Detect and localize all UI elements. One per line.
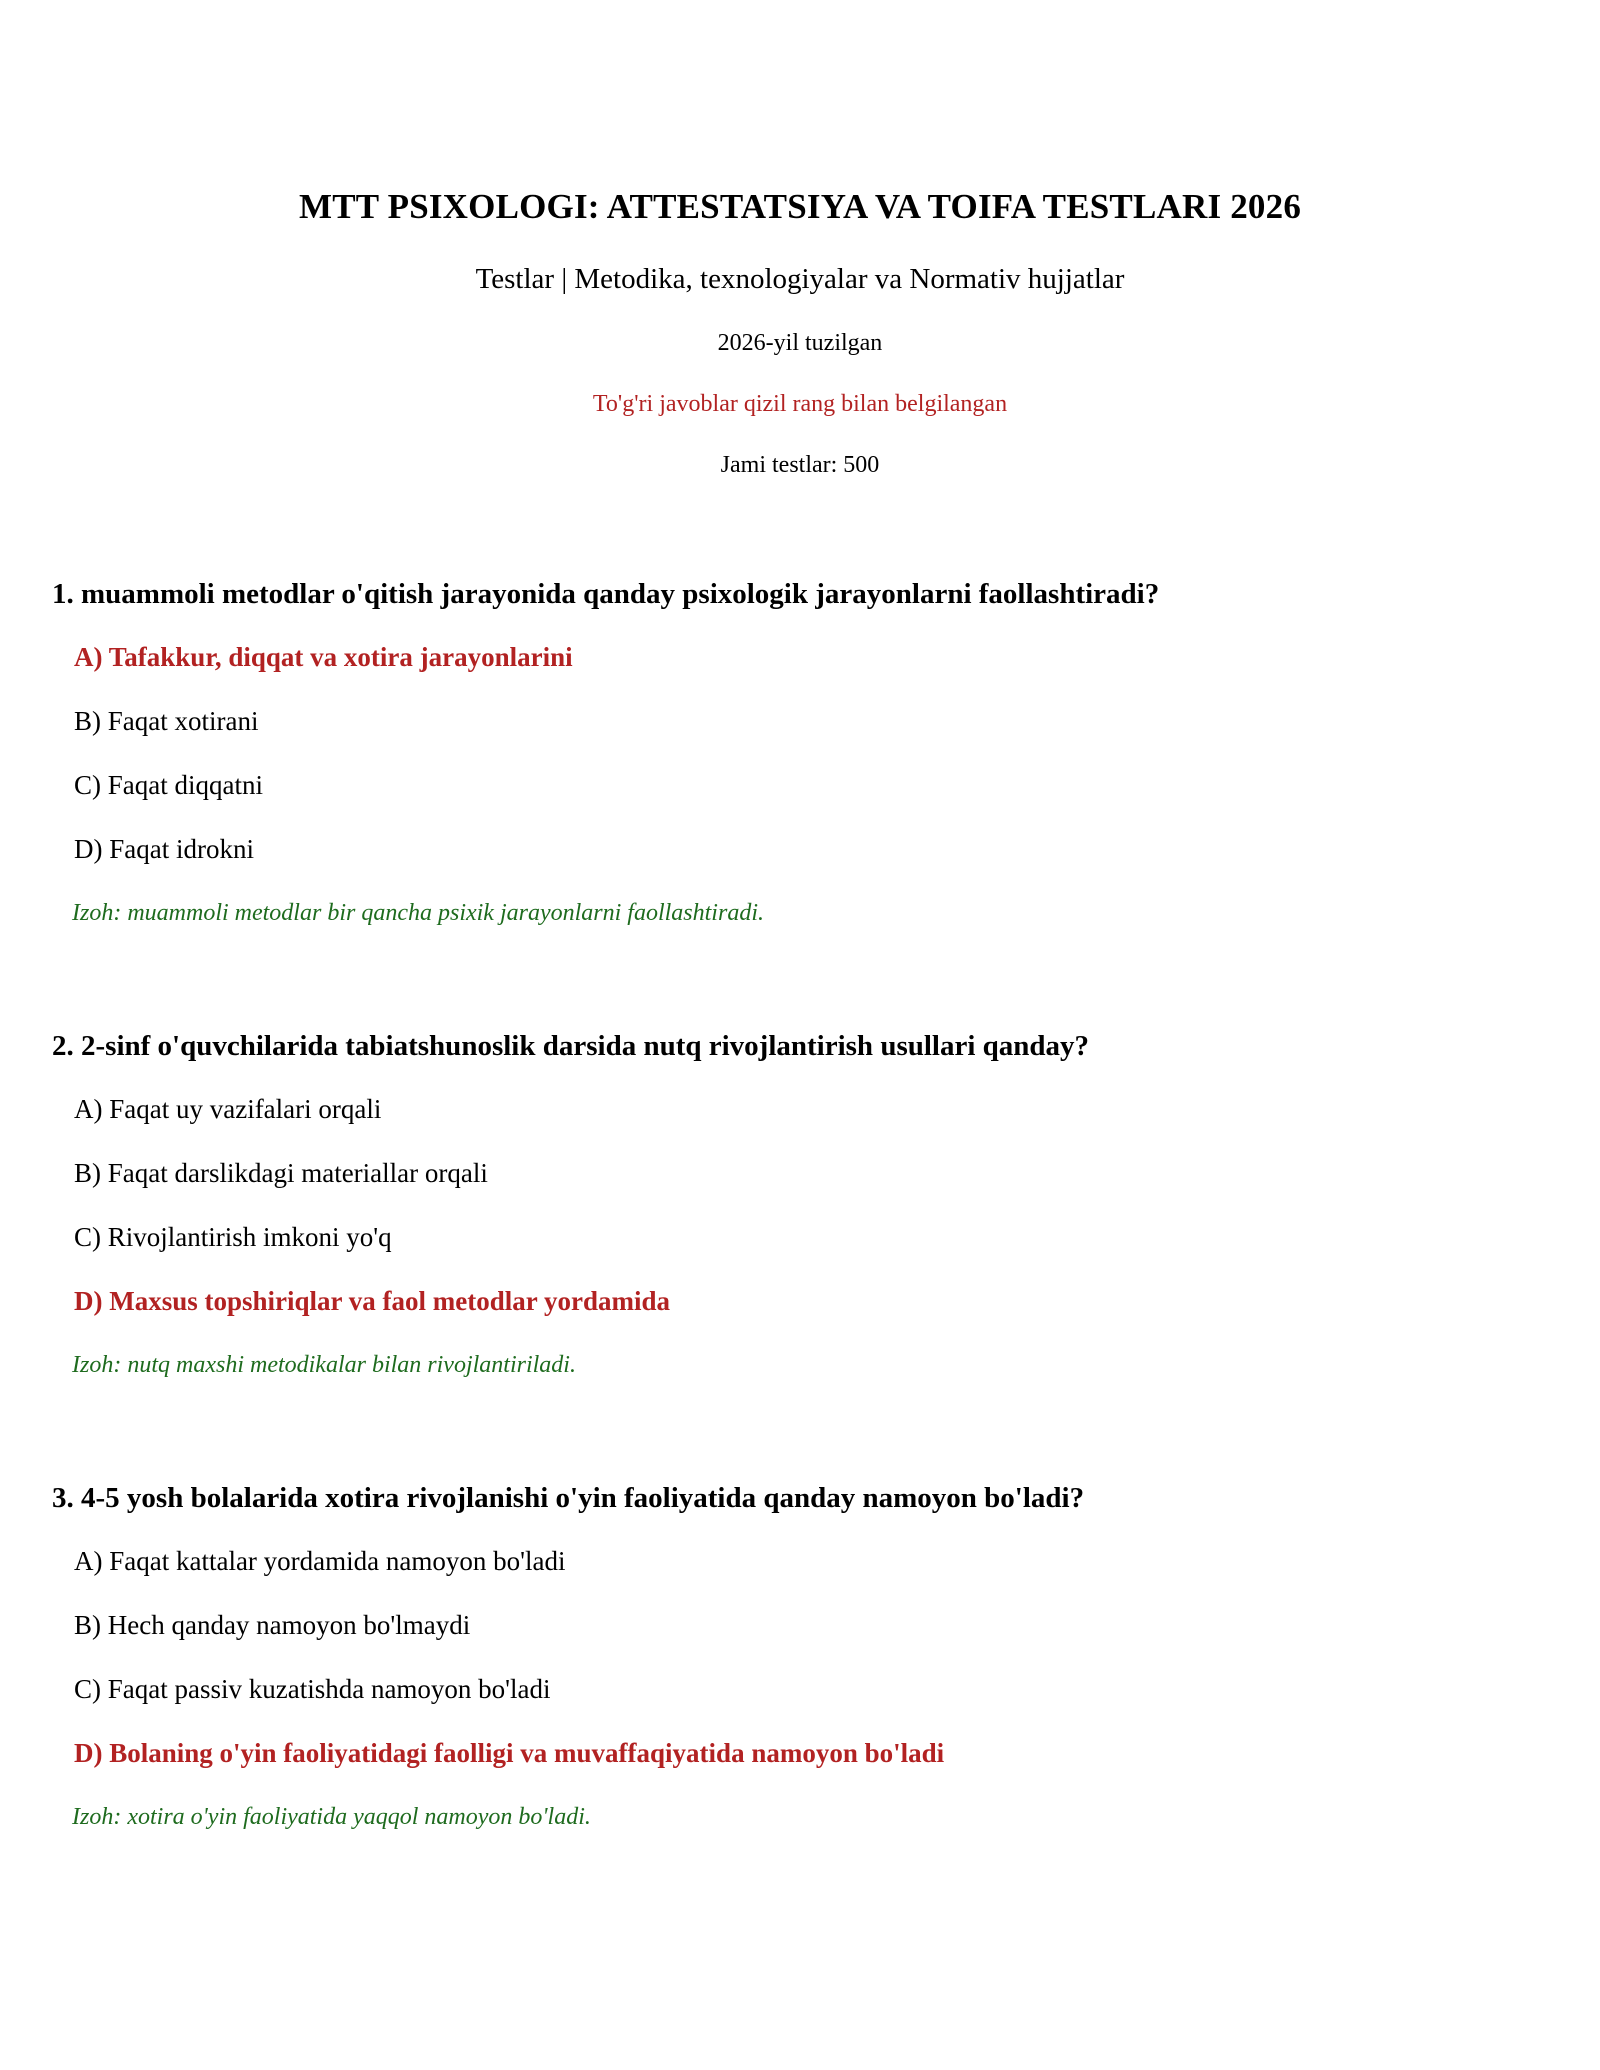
document-year-note: 2026-yil tuzilgan [717, 330, 883, 356]
answer-option-d: D) Bolaning o'yin faoliyatidagi faolligi va muvaffaqiyatida namoyon bo'ladi [74, 1738, 945, 1768]
question-text: 3. 4-5 yosh bolalarida xotira rivojlanishi o'yin faoliyatida qanday namoyon bo'ladi? [52, 1482, 1085, 1514]
document-title: MTT PSIXOLOGI: ATTESTATSIYA VA TOIFA TESTLARI 2026 [298, 187, 1302, 226]
answer-option-b: B) Faqat xotirani [74, 706, 259, 736]
question-text: 1. muammoli metodlar o'qitish jarayonida qanday psixologik jarayonlarni faollashtiradi? [52, 578, 1160, 610]
explanation-note: Izoh: xotira o'yin faoliyatida yaqqol namoyon bo'ladi. [72, 1804, 591, 1830]
answer-option-c: C) Rivojlantirish imkoni yo'q [74, 1222, 392, 1252]
answer-option-c: C) Faqat diqqatni [74, 770, 263, 800]
answer-option-b: B) Faqat darslikdagi materiallar orqali [74, 1158, 488, 1188]
answer-option-d: D) Faqat idrokni [74, 834, 254, 864]
answer-option-a: A) Faqat kattalar yordamida namoyon bo'ladi [74, 1546, 566, 1576]
document-subtitle: Testlar | Metodika, texnologiyalar va Normativ hujjatlar [475, 263, 1125, 295]
explanation-note: Izoh: muammoli metodlar bir qancha psixik jarayonlarni faollashtiradi. [72, 900, 764, 926]
explanation-note: Izoh: nutq maxshi metodikalar bilan rivojlantiriladi. [72, 1352, 576, 1378]
answer-option-a: A) Faqat uy vazifalari orqali [74, 1094, 382, 1124]
question-text: 2. 2-sinf o'quvchilarida tabiatshunoslik darsida nutq rivojlantirish usullari qanday? [52, 1030, 1090, 1062]
answer-option-d: D) Maxsus topshiriqlar va faol metodlar yordamida [74, 1286, 671, 1316]
correct-answer-legend: To'g'ri javoblar qizil rang bilan belgilangan [592, 391, 1008, 417]
answer-option-b: B) Hech qanday namoyon bo'lmaydi [74, 1610, 471, 1640]
total-tests-count: Jami testlar: 500 [720, 452, 880, 478]
answer-option-a: A) Tafakkur, diqqat va xotira jarayonlarini [74, 642, 573, 672]
answer-option-c: C) Faqat passiv kuzatishda namoyon bo'ladi [74, 1674, 551, 1704]
